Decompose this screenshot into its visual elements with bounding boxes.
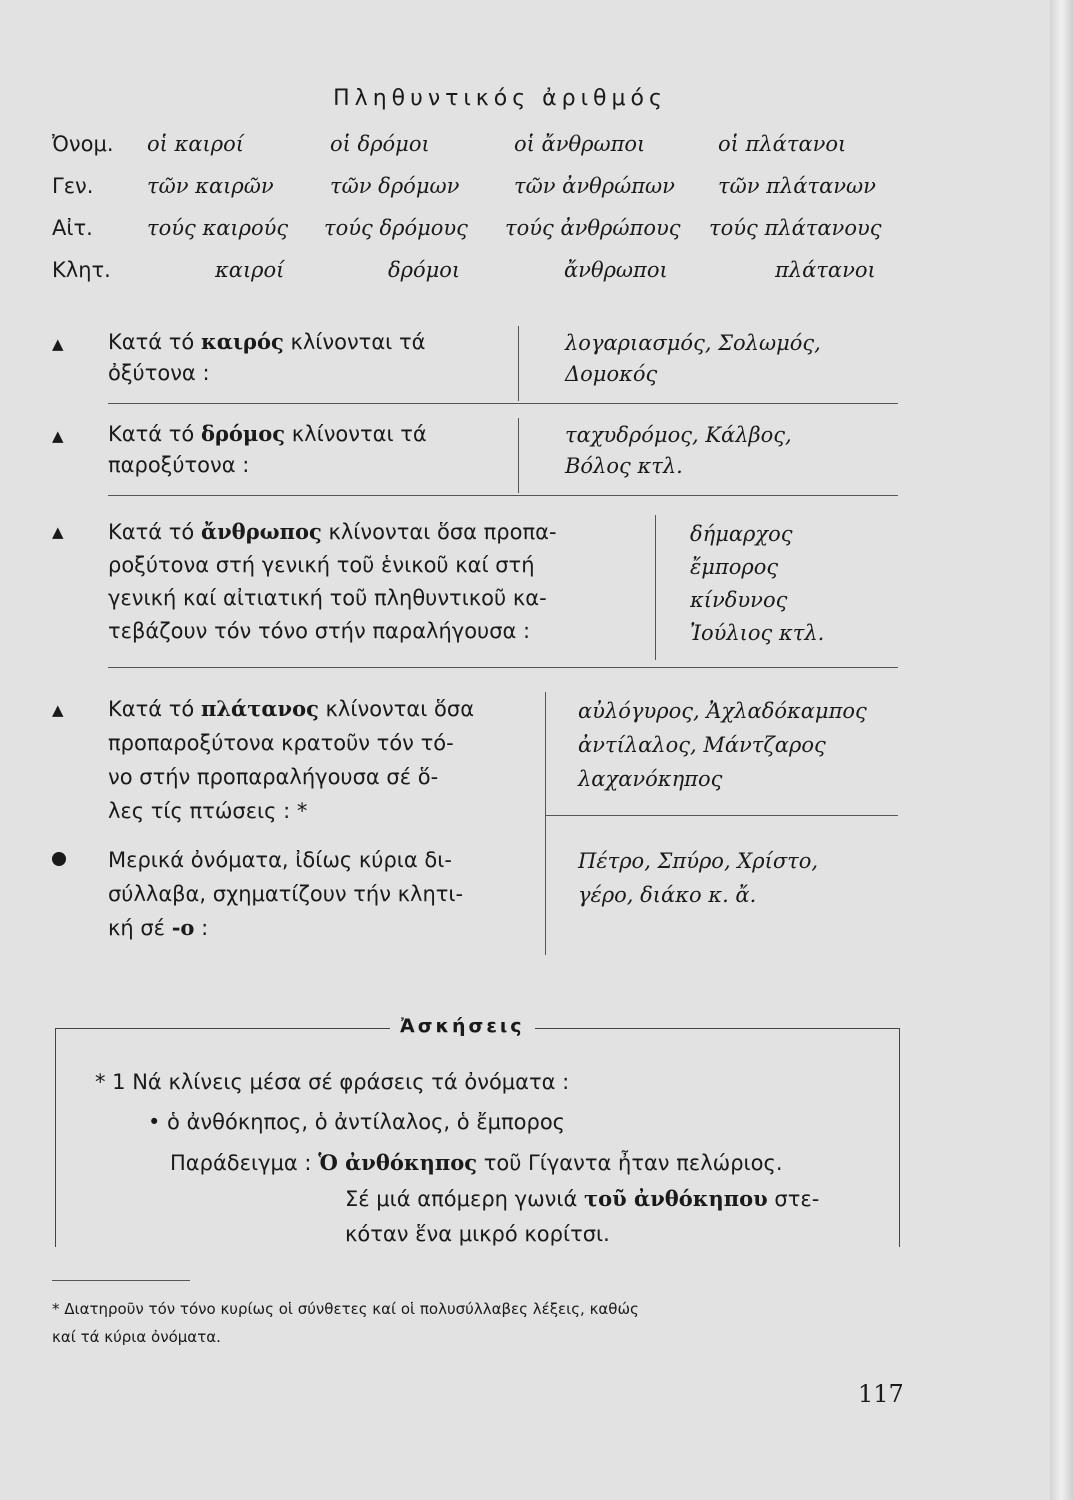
rule-text: Κατά τό ἄνθρωπος κλίνονται ὅσα προπα- ροξύτονα στή γενική τοῦ ἑνικοῦ καί στή γενική καί αἰτιατική τοῦ πληθυντικοῦ κα- τεβάζουν τόν τόνο στήν παραλήγουσα : xyxy=(108,519,557,643)
exercise-words: • ὁ ἀνθόκηπος, ὁ ἀντίλαλος, ὁ ἔμπορος xyxy=(148,1110,566,1134)
form-cell: τούς πλάτανους xyxy=(709,216,882,240)
rule-examples: δήμαρχος ἔμπορος κίνδυνος Ἰούλιος κτλ. xyxy=(690,522,825,645)
footnote-line: καί τά κύρια ὀνόματα. xyxy=(52,1328,221,1346)
footnote-rule xyxy=(52,1280,190,1281)
rule-examples: αὐλόγυρος, Ἀχλαδόκαμπος ἀντίλαλος, Μάντζαρος λαχανόκηπος xyxy=(578,699,867,791)
rule-examples: Πέτρο, Σπύρο, Χρίστο, γέρο, διάκο κ. ἄ. xyxy=(578,849,819,907)
divider xyxy=(108,403,898,404)
form-cell: οἱ ἄνθρωποι xyxy=(514,132,646,156)
example-line: Σέ μιά απόμερη γωνιά τοῦ ἀνθόκηπου στε- xyxy=(345,1186,820,1211)
divider xyxy=(108,495,898,496)
form-cell: οἱ καιροί xyxy=(147,132,244,156)
exercise-box xyxy=(55,1028,900,1247)
form-cell: οἱ πλάτανοι xyxy=(718,132,847,156)
divider xyxy=(108,667,898,668)
case-label: Αἰτ. xyxy=(52,216,93,240)
column-divider xyxy=(655,515,656,660)
bullet-dot-icon xyxy=(52,852,66,866)
rule-text: Κατά τό καιρός κλίνονται τά ὀξύτονα : xyxy=(108,329,426,385)
form-cell: τούς δρόμους xyxy=(324,216,468,240)
rule-examples: λογαριασμός, Σολωμός, Δομοκός xyxy=(565,331,821,386)
table-row xyxy=(52,216,912,246)
form-cell: τούς ἀνθρώπους xyxy=(505,216,681,240)
rule-text: Κατά τό πλάτανος κλίνονται ὅσα προπαροξύτονα κρατοῦν τόν τό- νο στήν προπαραλήγουσα σέ ὅ- λες τίς πτώσεις : * xyxy=(108,696,475,823)
column-divider xyxy=(518,326,519,401)
triangle-icon: ▲ xyxy=(52,335,64,353)
triangle-icon: ▲ xyxy=(52,523,64,541)
footnote-line: * Διατηροῦν τόν τόνο κυρίως οἱ σύνθετες καί οἱ πολυσύλλαβες λέξεις, καθώς xyxy=(52,1300,639,1318)
form-cell: οἱ δρόμοι xyxy=(330,132,430,156)
case-label: Ὀνομ. xyxy=(52,132,114,156)
table-row xyxy=(52,132,912,162)
case-label: Γεν. xyxy=(52,174,94,198)
page-number: 117 xyxy=(858,1380,904,1408)
example-line: κόταν ἕνα μικρό κορίτσι. xyxy=(345,1222,610,1246)
exercise-title: Ἀσκήσεις xyxy=(390,1015,535,1037)
table-row xyxy=(52,258,912,288)
section-title: Πληθυντικός ἀριθμός xyxy=(333,86,667,111)
page-edge xyxy=(1050,0,1073,1500)
column-divider xyxy=(518,418,519,493)
divider xyxy=(545,815,898,816)
rule-examples: ταχυδρόμος, Κάλβος, Βόλος κτλ. xyxy=(565,423,792,478)
form-cell: τῶν δρόμων xyxy=(330,174,460,198)
column-divider xyxy=(545,692,546,955)
form-cell: τῶν καιρῶν xyxy=(147,174,274,198)
form-cell: τούς καιρούς xyxy=(147,216,289,240)
exercise-item: * 1 Νά κλίνεις μέσα σέ φράσεις τά ὀνόματα : xyxy=(95,1070,570,1094)
rule-text: Κατά τό δρόμος κλίνονται τά παροξύτονα : xyxy=(108,421,427,477)
form-cell: τῶν ἀνθρώπων xyxy=(514,174,675,198)
rule-text: Μερικά ὀνόματα, ἰδίως κύρια δι- σύλλαβα, σχηματίζουν τήν κλητι- κή σέ -ο : xyxy=(108,848,464,940)
form-cell: καιροί xyxy=(215,258,285,282)
form-cell: πλάτανοι xyxy=(775,258,876,282)
triangle-icon: ▲ xyxy=(52,701,64,719)
triangle-icon: ▲ xyxy=(52,427,64,445)
case-label: Κλητ. xyxy=(52,258,111,282)
form-cell: ἄνθρωποι xyxy=(564,258,668,282)
form-cell: τῶν πλάτανων xyxy=(718,174,876,198)
example-line: Παράδειγμα : Ὁ ἀνθόκηπος τοῦ Γίγαντα ἦταν πελώριος. xyxy=(170,1150,783,1175)
form-cell: δρόμοι xyxy=(388,258,461,282)
table-row xyxy=(52,174,912,204)
